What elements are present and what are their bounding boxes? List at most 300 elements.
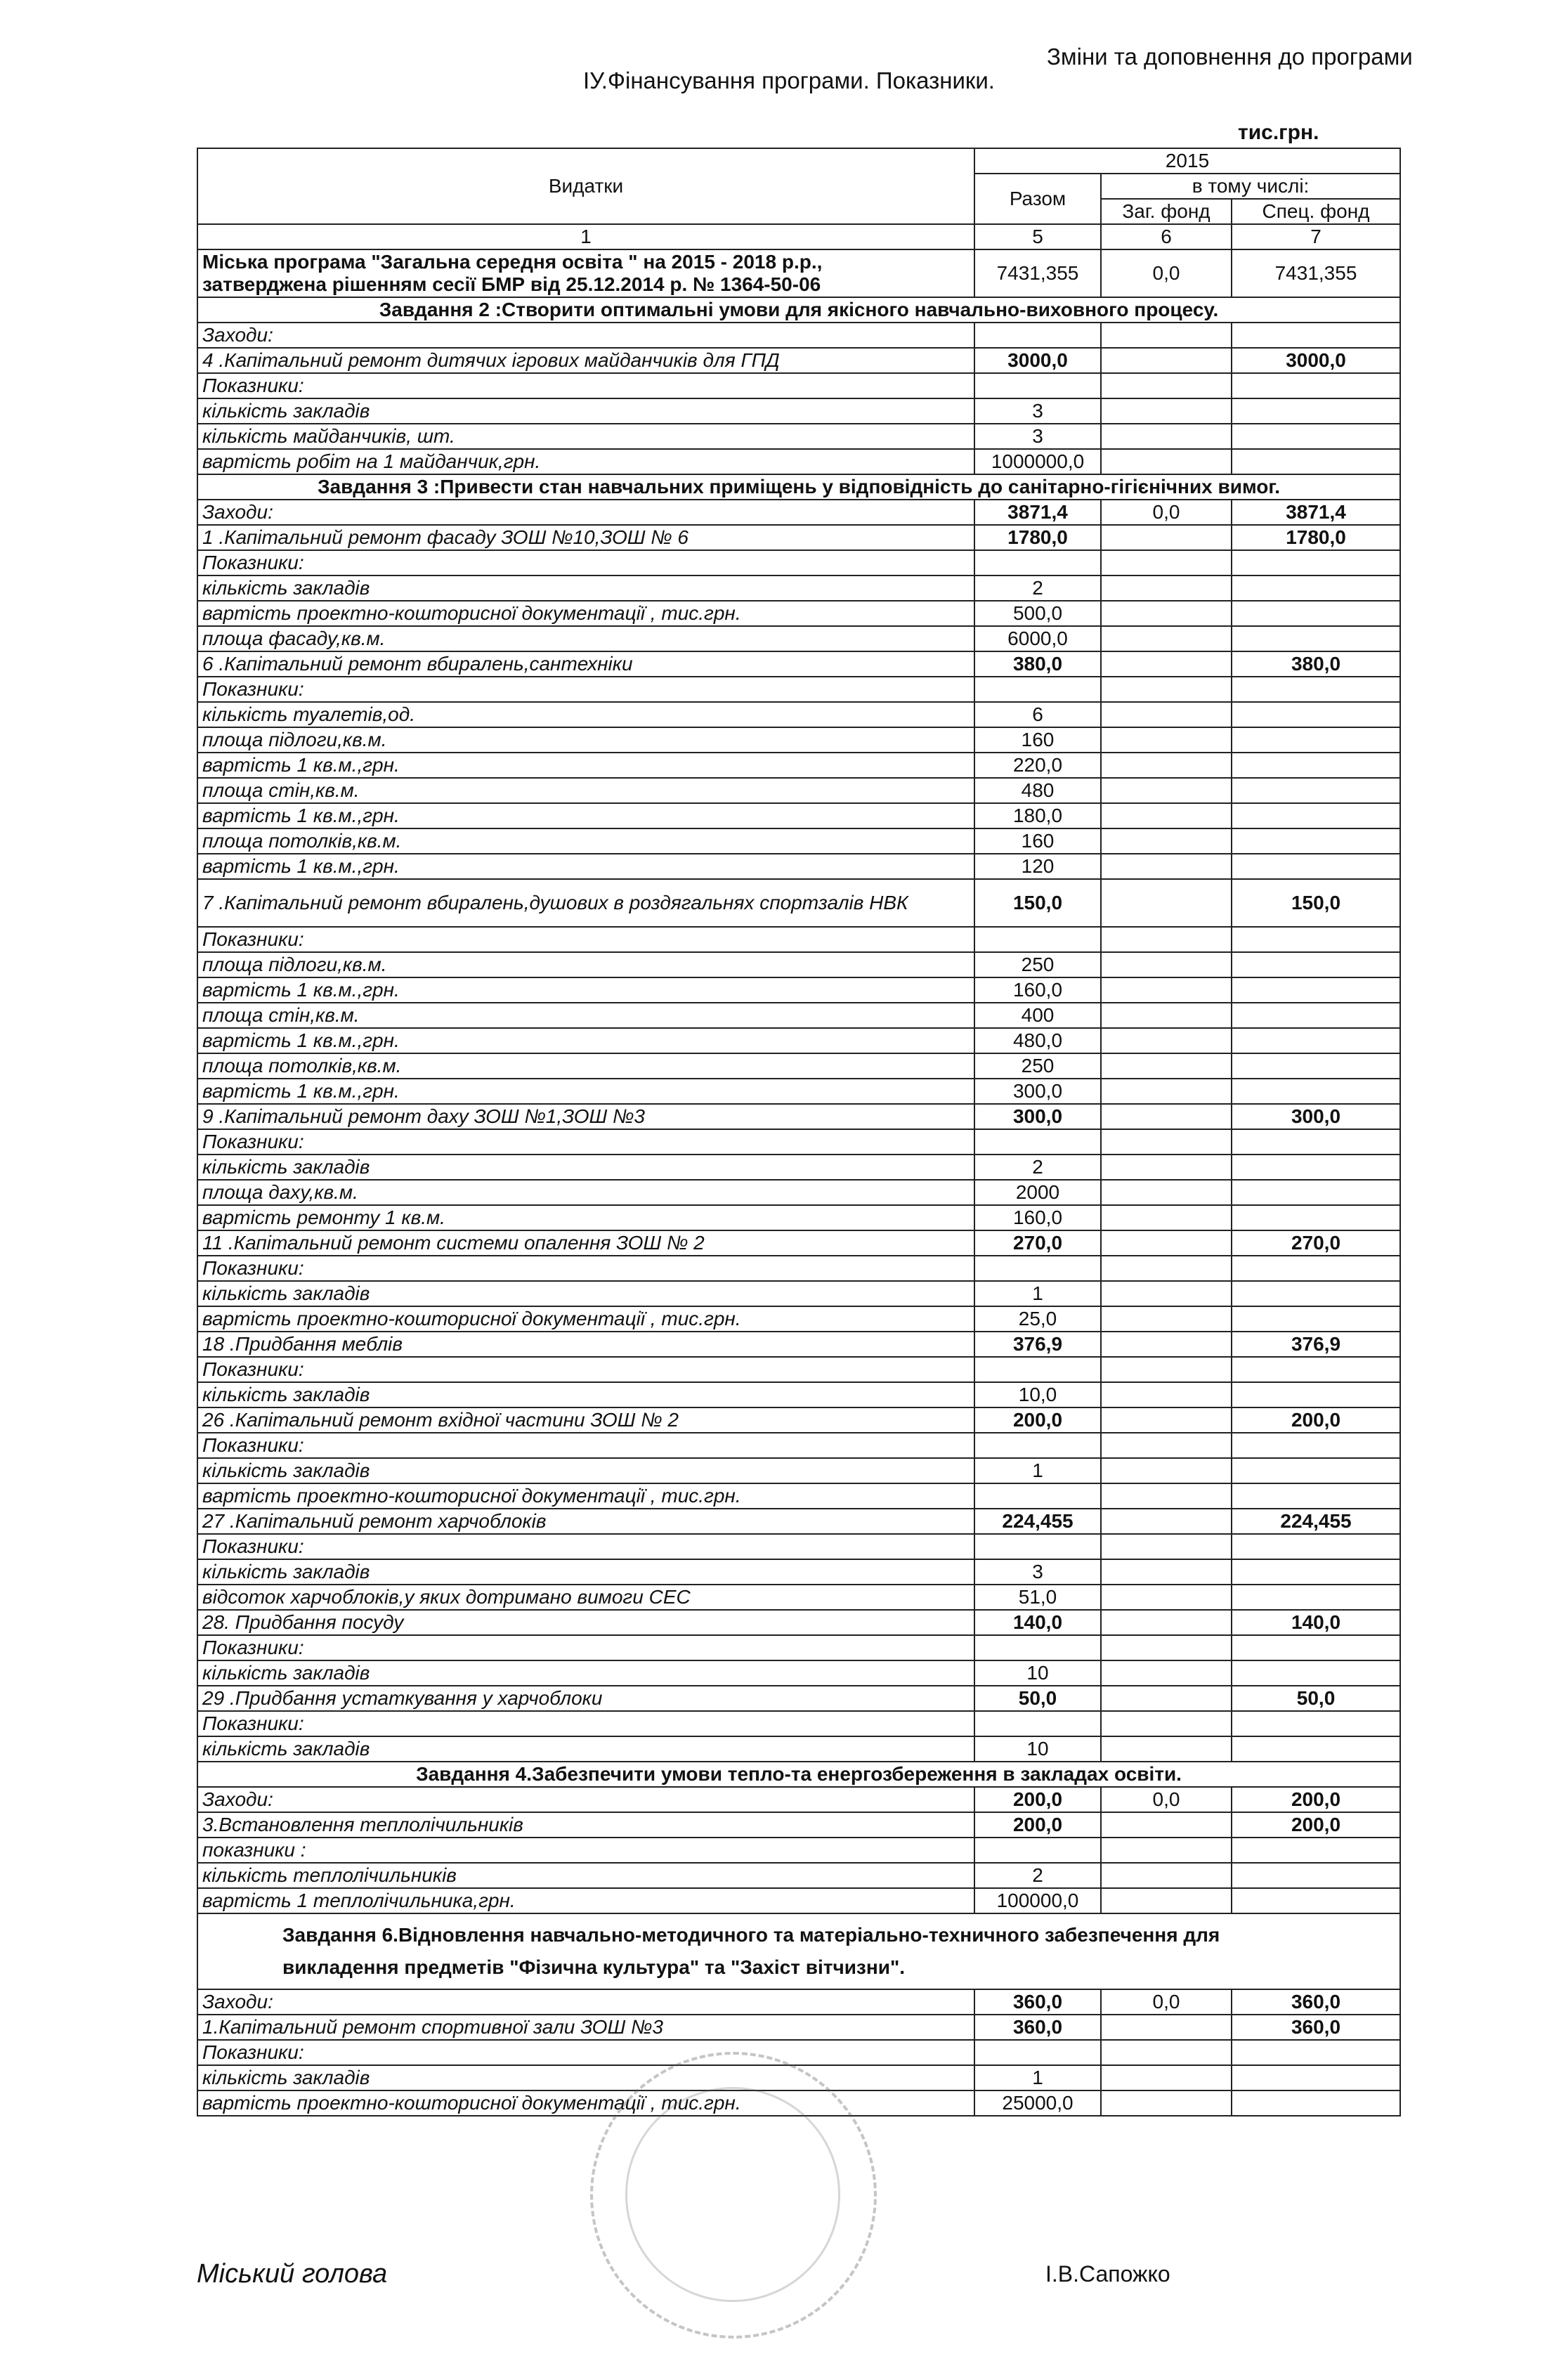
header-general-fund: Заг. фонд [1101,199,1232,224]
task-heading [197,1762,1400,1787]
row-gen [1101,323,1232,348]
row-label: кількість закладів [197,1155,974,1180]
row-total: 480,0 [974,1028,1101,1053]
table-row [197,323,1400,348]
row-label: вартість робіт на 1 майданчик,грн. [197,449,974,474]
table-row [197,1787,1400,1812]
row-gen [1101,828,1232,854]
row-spec [1232,626,1400,651]
table-row [197,1003,1400,1028]
row-spec [1232,449,1400,474]
row-label: кількість закладів [197,1736,974,1762]
row-gen [1101,626,1232,651]
table-row [197,828,1400,854]
header-special-fund: Спец. фонд [1232,199,1400,224]
row-gen [1101,2090,1232,2116]
row-spec [1232,1635,1400,1660]
program-total: 7431,355 [974,249,1101,297]
row-total: 160,0 [974,1205,1101,1230]
program-row [197,249,1400,297]
row-total: 270,0 [974,1230,1101,1256]
table-row [197,601,1400,626]
row-label: Показники: [197,677,974,702]
row-spec: 360,0 [1232,1989,1400,2015]
row-spec [1232,1458,1400,1483]
row-spec: 3871,4 [1232,500,1400,525]
row-label: кількість закладів [197,2065,974,2090]
row-gen [1101,1534,1232,1559]
row-label: вартість 1 теплолічильника,грн. [197,1888,974,1913]
row-spec: 140,0 [1232,1610,1400,1635]
row-spec [1232,1888,1400,1913]
task-row [197,297,1400,323]
row-spec [1232,1559,1400,1585]
section-heading: ІУ.Фінансування програми. Показники. [583,67,995,93]
row-label: вартість 1 кв.м.,грн. [197,803,974,828]
row-total: 150,0 [974,879,1101,927]
col-number: 6 [1101,224,1232,249]
row-total: 1000000,0 [974,449,1101,474]
row-spec [1232,424,1400,449]
row-spec [1232,854,1400,879]
row-total: 10 [974,1660,1101,1686]
row-label: вартість проектно-кошторисної документації , тис.грн. [197,1483,974,1509]
row-gen [1101,576,1232,601]
row-spec [1232,702,1400,727]
table-row [197,500,1400,525]
table-row [197,778,1400,803]
table-row [197,1230,1400,1256]
row-spec [1232,927,1400,952]
row-total [974,1433,1101,1458]
row-spec [1232,1129,1400,1155]
signature-title: Міський голова [197,2259,388,2289]
row-label: площа підлоги,кв.м. [197,727,974,753]
row-label: кількість туалетів,од. [197,702,974,727]
row-spec [1232,2090,1400,2116]
row-gen [1101,2040,1232,2065]
table-row [197,576,1400,601]
row-spec [1232,1483,1400,1509]
table-row [197,525,1400,550]
row-label: Показники: [197,2040,974,2065]
row-total [974,1483,1101,1509]
row-label: 9 .Капітальний ремонт даху ЗОШ №1,ЗОШ №3 [197,1104,974,1129]
row-gen [1101,1610,1232,1635]
header-expenses: Видатки [197,148,974,224]
row-label: 3.Встановлення теплолічильників [197,1812,974,1838]
row-spec [1232,550,1400,576]
row-gen [1101,702,1232,727]
financing-table [197,148,1401,2116]
row-spec [1232,1155,1400,1180]
table-row [197,424,1400,449]
row-total [974,927,1101,952]
table-row [197,1458,1400,1483]
program-title-line: Міська програма "Загальна середня освіта " на 2015 - 2018 р.р., [202,250,823,273]
table-row [197,1838,1400,1863]
table-row [197,626,1400,651]
row-label: Показники: [197,1534,974,1559]
table-row [197,1534,1400,1559]
row-spec [1232,1433,1400,1458]
row-gen [1101,651,1232,677]
row-gen [1101,2015,1232,2040]
row-gen [1101,1357,1232,1382]
row-total: 500,0 [974,601,1101,626]
row-spec: 300,0 [1232,1104,1400,1129]
row-spec [1232,398,1400,424]
row-total: 3 [974,1559,1101,1585]
row-label: вартість проектно-кошторисної документації , тис.грн. [197,1306,974,1332]
row-total: 25,0 [974,1306,1101,1332]
row-label: площа потолків,кв.м. [197,1053,974,1079]
row-total: 1 [974,1458,1101,1483]
row-spec [1232,1838,1400,1863]
row-total [974,1129,1101,1155]
row-label: кількість закладів [197,1382,974,1407]
row-spec [1232,1079,1400,1104]
row-spec: 376,9 [1232,1332,1400,1357]
row-spec [1232,828,1400,854]
task-heading-line: Завдання 6.Відновлення навчально-методичного та матеріально-техничного забезпечення для [282,1924,1220,1946]
row-spec [1232,677,1400,702]
row-label: вартість проектно-кошторисної документації , тис.грн. [197,2090,974,2116]
task-row [197,474,1400,500]
row-label: 1 .Капітальний ремонт фасаду ЗОШ №10,ЗОШ № 6 [197,525,974,550]
table-row [197,1205,1400,1230]
header-including: в тому числі: [1101,174,1400,199]
row-spec: 200,0 [1232,1812,1400,1838]
row-total: 2000 [974,1180,1101,1205]
row-total: 120 [974,854,1101,879]
row-gen: 0,0 [1101,500,1232,525]
row-spec [1232,1585,1400,1610]
table-row [197,1079,1400,1104]
row-total [974,677,1101,702]
row-total [974,1357,1101,1382]
row-gen [1101,1585,1232,1610]
row-gen [1101,927,1232,952]
row-label: Показники: [197,373,974,398]
row-label: площа підлоги,кв.м. [197,952,974,977]
col-number: 5 [974,224,1101,249]
row-label: Заходи: [197,1787,974,1812]
row-spec: 360,0 [1232,2015,1400,2040]
row-total: 10,0 [974,1382,1101,1407]
row-label: кількість майданчиків, шт. [197,424,974,449]
task-heading [197,1913,1400,1989]
program-title [197,249,974,297]
row-gen [1101,525,1232,550]
row-spec: 270,0 [1232,1230,1400,1256]
row-label: Заходи: [197,500,974,525]
row-label: площа потолків,кв.м. [197,828,974,854]
row-gen [1101,1230,1232,1256]
row-spec: 1780,0 [1232,525,1400,550]
row-gen [1101,977,1232,1003]
table-row [197,550,1400,576]
row-total: 100000,0 [974,1888,1101,1913]
header-year: 2015 [974,148,1400,174]
row-total [974,550,1101,576]
row-label: кількість теплолічильників [197,1863,974,1888]
row-total [974,1838,1101,1863]
row-gen [1101,1155,1232,1180]
row-gen [1101,1458,1232,1483]
row-gen [1101,1332,1232,1357]
row-label: 26 .Капітальний ремонт вхідної частини ЗОШ № 2 [197,1407,974,1433]
table-row [197,1660,1400,1686]
col-number: 7 [1232,224,1400,249]
row-spec: 200,0 [1232,1787,1400,1812]
row-spec [1232,2065,1400,2090]
row-total: 1780,0 [974,525,1101,550]
task-heading [197,474,1400,500]
row-total: 140,0 [974,1610,1101,1635]
row-label: показники : [197,1838,974,1863]
signature-name: І.В.Сапожко [1045,2261,1170,2287]
row-total [974,1534,1101,1559]
row-total: 400 [974,1003,1101,1028]
row-spec: 380,0 [1232,651,1400,677]
table-row [197,1736,1400,1762]
row-spec [1232,1736,1400,1762]
row-spec: 3000,0 [1232,348,1400,373]
row-spec: 50,0 [1232,1686,1400,1711]
row-label: Показники: [197,1433,974,1458]
row-label: 18 .Придбання меблів [197,1332,974,1357]
program-special-fund: 7431,355 [1232,249,1400,297]
table-row [197,449,1400,474]
row-label: Показники: [197,1711,974,1736]
row-label: вартість проектно-кошторисної документації , тис.грн. [197,601,974,626]
table-row [197,677,1400,702]
table-row [197,348,1400,373]
header-total: Разом [974,174,1101,224]
row-total: 2 [974,1863,1101,1888]
row-total: 3871,4 [974,500,1101,525]
row-gen [1101,424,1232,449]
row-gen [1101,601,1232,626]
row-label: кількість закладів [197,576,974,601]
row-total: 300,0 [974,1104,1101,1129]
row-spec [1232,1205,1400,1230]
row-spec [1232,1863,1400,1888]
row-spec [1232,1711,1400,1736]
table-row [197,373,1400,398]
table-row [197,1407,1400,1433]
row-total: 220,0 [974,753,1101,778]
column-number-row [197,224,1400,249]
row-spec [1232,753,1400,778]
row-gen [1101,1635,1232,1660]
row-total [974,323,1101,348]
official-stamp-inner [625,2087,840,2302]
row-gen [1101,1180,1232,1205]
row-label: 28. Придбання посуду [197,1610,974,1635]
row-label: площа даху,кв.м. [197,1180,974,1205]
row-spec [1232,1053,1400,1079]
row-spec: 224,455 [1232,1509,1400,1534]
row-gen: 0,0 [1101,1989,1232,2015]
row-gen [1101,1838,1232,1863]
table-row [197,1129,1400,1155]
row-total: 2 [974,576,1101,601]
table-row [197,651,1400,677]
table-row [197,1256,1400,1281]
amendments-note: Зміни та доповнення до програми [1047,44,1413,70]
row-gen [1101,1888,1232,1913]
row-spec [1232,1357,1400,1382]
row-label: вартість 1 кв.м.,грн. [197,977,974,1003]
row-spec [1232,1660,1400,1686]
row-total: 250 [974,1053,1101,1079]
row-label: Показники: [197,927,974,952]
row-gen: 0,0 [1101,1787,1232,1812]
row-spec [1232,1028,1400,1053]
row-gen [1101,348,1232,373]
row-gen [1101,1660,1232,1686]
row-total: 1 [974,1281,1101,1306]
row-gen [1101,1256,1232,1281]
row-label: Показники: [197,1635,974,1660]
row-spec [1232,323,1400,348]
table-row [197,927,1400,952]
row-spec [1232,1382,1400,1407]
row-total: 360,0 [974,1989,1101,2015]
row-total: 10 [974,1736,1101,1762]
row-spec [1232,803,1400,828]
row-gen [1101,1736,1232,1762]
row-gen [1101,1433,1232,1458]
task-heading-line: викладення предметів "Фізична культура" та "Захіст вітчизни". [282,1956,906,1979]
row-total: 160 [974,828,1101,854]
row-spec [1232,1281,1400,1306]
row-gen [1101,1079,1232,1104]
row-spec [1232,576,1400,601]
row-label: Заходи: [197,1989,974,2015]
row-total: 250 [974,952,1101,977]
task-heading [197,297,1400,323]
table-row [197,1711,1400,1736]
row-spec: 200,0 [1232,1407,1400,1433]
row-label: вартість 1 кв.м.,грн. [197,854,974,879]
table-row [197,1028,1400,1053]
row-label: Показники: [197,1357,974,1382]
row-gen [1101,1306,1232,1332]
row-gen [1101,1863,1232,1888]
table-row [197,753,1400,778]
row-label: 1.Капітальний ремонт спортивної зали ЗОШ №3 [197,2015,974,2040]
row-total: 200,0 [974,1407,1101,1433]
row-gen [1101,1104,1232,1129]
row-gen [1101,2065,1232,2090]
row-gen [1101,1028,1232,1053]
table-row [197,1483,1400,1509]
row-total [974,1635,1101,1660]
row-label: вартість 1 кв.м.,грн. [197,753,974,778]
row-spec: 150,0 [1232,879,1400,927]
table-row [197,1585,1400,1610]
row-spec [1232,601,1400,626]
row-gen [1101,1281,1232,1306]
row-total: 3000,0 [974,348,1101,373]
task-heading-line: Завдання 2 :Створити оптимальні умови для якісного навчально-виховного процесу. [379,298,1219,320]
row-gen [1101,727,1232,753]
table-row [197,1509,1400,1534]
row-gen [1101,952,1232,977]
row-gen [1101,1053,1232,1079]
row-total: 200,0 [974,1787,1101,1812]
table-row [197,1686,1400,1711]
row-total: 380,0 [974,651,1101,677]
table-row [197,1559,1400,1585]
row-gen [1101,373,1232,398]
row-total: 51,0 [974,1585,1101,1610]
row-label: відсоток харчоблоків,у яких дотримано вимоги СЕС [197,1585,974,1610]
table-row [197,1357,1400,1382]
program-title-line: затверджена рішенням сесії БМР від 25.12.2014 р. № 1364-50-06 [202,273,821,295]
row-total: 480 [974,778,1101,803]
table-row [197,1332,1400,1357]
row-total: 3 [974,398,1101,424]
row-total: 3 [974,424,1101,449]
row-gen [1101,1812,1232,1838]
row-gen [1101,1559,1232,1585]
row-gen [1101,1382,1232,1407]
row-total: 360,0 [974,2015,1101,2040]
row-total [974,1256,1101,1281]
row-total: 1 [974,2065,1101,2090]
row-label: кількість закладів [197,1660,974,1686]
table-row [197,1863,1400,1888]
row-spec [1232,2040,1400,2065]
row-spec [1232,778,1400,803]
table-row [197,1635,1400,1660]
table-row [197,1812,1400,1838]
table-row [197,727,1400,753]
row-gen [1101,1509,1232,1534]
row-gen [1101,803,1232,828]
row-total: 160,0 [974,977,1101,1003]
row-gen [1101,1003,1232,1028]
row-label: вартість 1 кв.м.,грн. [197,1079,974,1104]
row-label: вартість ремонту 1 кв.м. [197,1205,974,1230]
table-row [197,803,1400,828]
row-total: 2 [974,1155,1101,1180]
task-row [197,1913,1400,1989]
table-row [197,1989,1400,2015]
table-row [197,1306,1400,1332]
table-row [197,854,1400,879]
row-total [974,1711,1101,1736]
row-spec [1232,373,1400,398]
row-label: кількість закладів [197,1559,974,1585]
row-gen [1101,550,1232,576]
row-gen [1101,1711,1232,1736]
table-row [197,1610,1400,1635]
row-gen [1101,449,1232,474]
row-gen [1101,1407,1232,1433]
row-label: кількість закладів [197,398,974,424]
row-gen [1101,854,1232,879]
table-row [197,1281,1400,1306]
table-row [197,1053,1400,1079]
row-total: 180,0 [974,803,1101,828]
row-spec [1232,1003,1400,1028]
row-spec [1232,1180,1400,1205]
